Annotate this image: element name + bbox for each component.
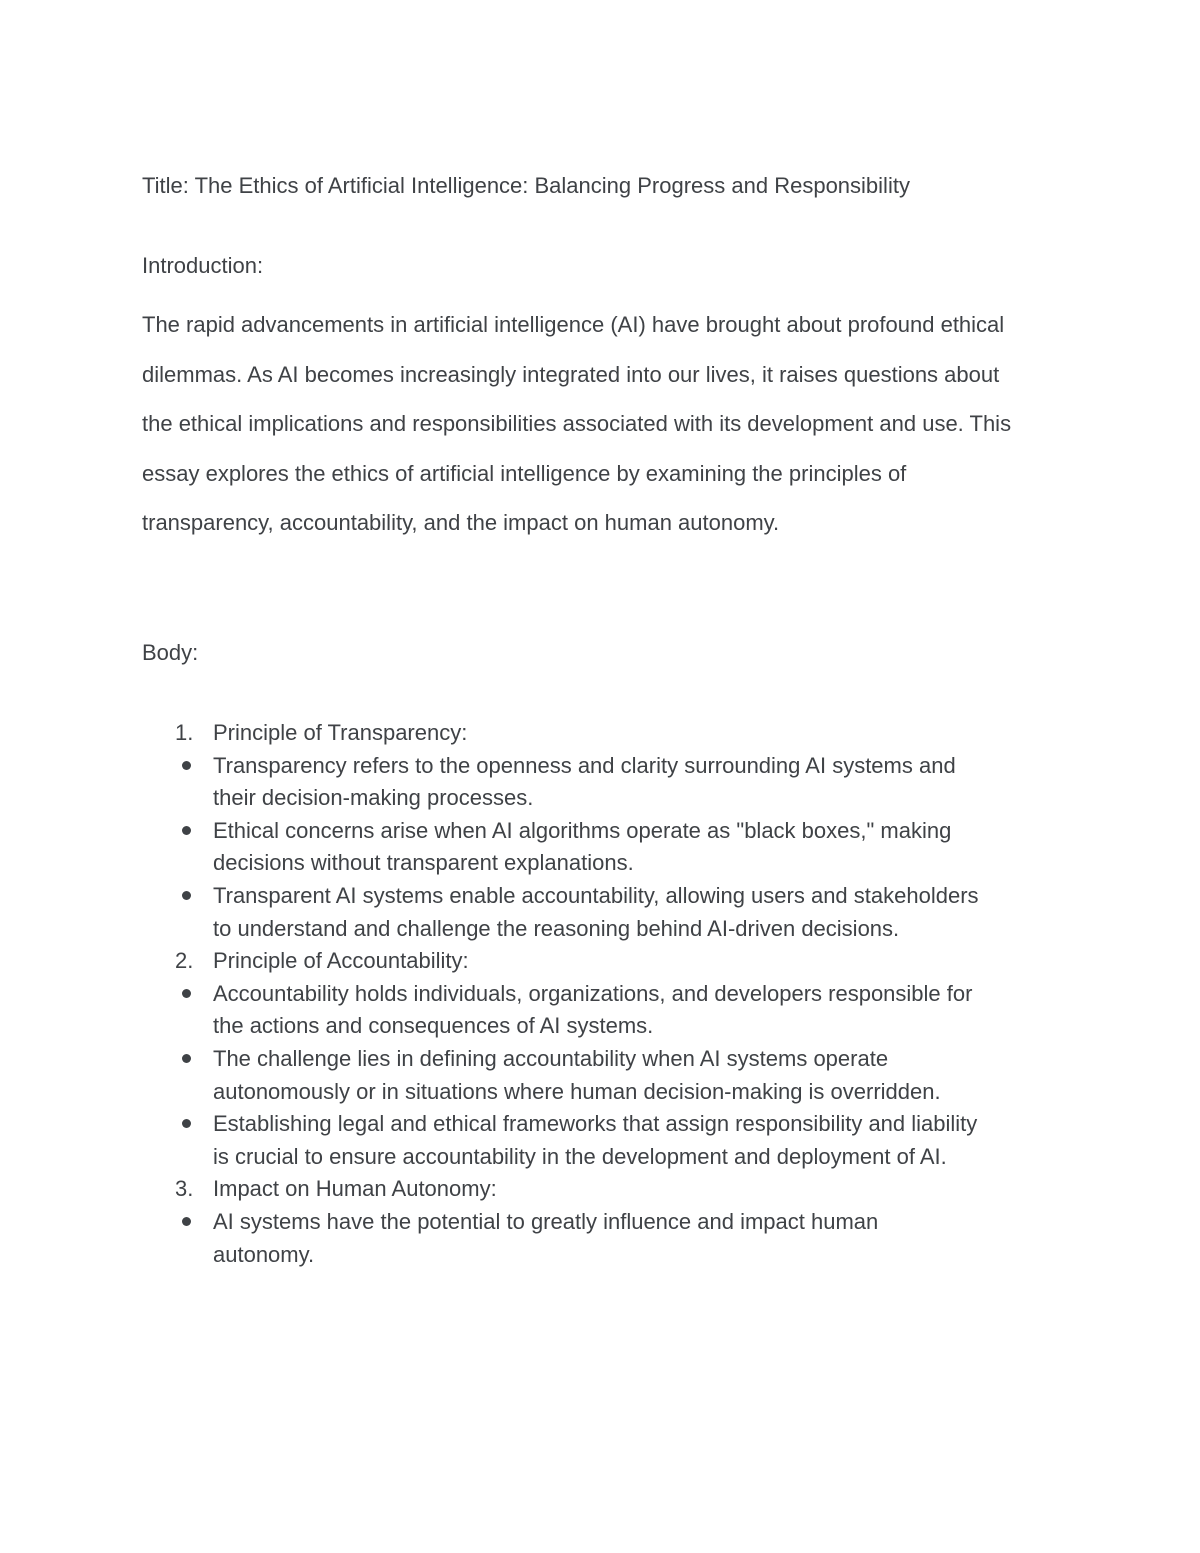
bullet-dot-icon	[182, 1119, 191, 1128]
bullet-dot-icon	[182, 1054, 191, 1063]
bullet-text: Establishing legal and ethical frameworks that assign responsibility and liability is crucial to ensure accountability in the development and deployment of AI.	[213, 1111, 978, 1169]
bullet-text: AI systems have the potential to greatly influence and impact human autonomy.	[213, 1208, 879, 1267]
bullet-item	[142, 880, 983, 945]
bullet-text: Ethical concerns arise when AI algorithms operate as "black boxes," making decisions without transparent explanations.	[213, 817, 952, 876]
body-heading: Body:	[142, 640, 199, 665]
bullet-text: Transparency refers to the openness and clarity surrounding AI systems and their decision-making processes.	[213, 752, 956, 811]
bullet-item	[142, 815, 983, 880]
bullet-list	[142, 1206, 1062, 1271]
bullet-group	[142, 750, 1062, 946]
bullet-dot-icon	[182, 761, 191, 770]
bullet-group	[142, 1206, 1062, 1271]
section-number: 1.	[175, 720, 194, 745]
outline-section	[142, 717, 1062, 750]
bullet-item	[142, 1108, 983, 1173]
document-title: Title: The Ethics of Artificial Intelligence: Balancing Progress and Responsibility	[142, 173, 910, 198]
bullet-text: The challenge lies in defining accountability when AI systems operate autonomously or in situations where human decision-making is overridden.	[213, 1045, 941, 1104]
bullet-item	[142, 750, 983, 815]
introduction-paragraph: The rapid advancements in artificial intelligence (AI) have brought about profound ethical dilemmas. As AI becomes increasingly integrated into our lives, it raises questions about the ethical implications and responsibilities associated with its development and use. This essay explores the ethics of artificial intelligence by examining the principles of transparency, accountability, and the impact on human autonomy.	[142, 312, 1012, 536]
bullet-item	[142, 1206, 983, 1271]
bullet-item	[142, 978, 983, 1043]
bullet-dot-icon	[182, 826, 191, 835]
bullet-list	[142, 978, 1062, 1174]
bullet-group	[142, 978, 1062, 1174]
section-heading: Principle of Accountability:	[213, 948, 469, 974]
outline-section	[142, 1173, 1062, 1206]
bullet-text: Transparent AI systems enable accountability, allowing users and stakeholders to understand and challenge the reasoning behind AI-driven decisions.	[213, 882, 979, 941]
bullet-text: Accountability holds individuals, organizations, and developers responsible for the actions and consequences of AI systems.	[213, 980, 973, 1039]
bullet-dot-icon	[182, 891, 191, 900]
bullet-dot-icon	[182, 989, 191, 998]
bullet-list	[142, 750, 1062, 946]
introduction-heading: Introduction:	[142, 253, 264, 278]
outline-section	[142, 945, 1062, 978]
section-number: 3.	[175, 1176, 194, 1202]
bullet-item	[142, 1043, 983, 1108]
section-number: 2.	[175, 948, 194, 974]
section-heading: Impact on Human Autonomy:	[213, 1176, 497, 1202]
section-heading: Principle of Transparency:	[213, 720, 468, 745]
outline-list	[142, 717, 1062, 1271]
bullet-dot-icon	[182, 1217, 191, 1226]
